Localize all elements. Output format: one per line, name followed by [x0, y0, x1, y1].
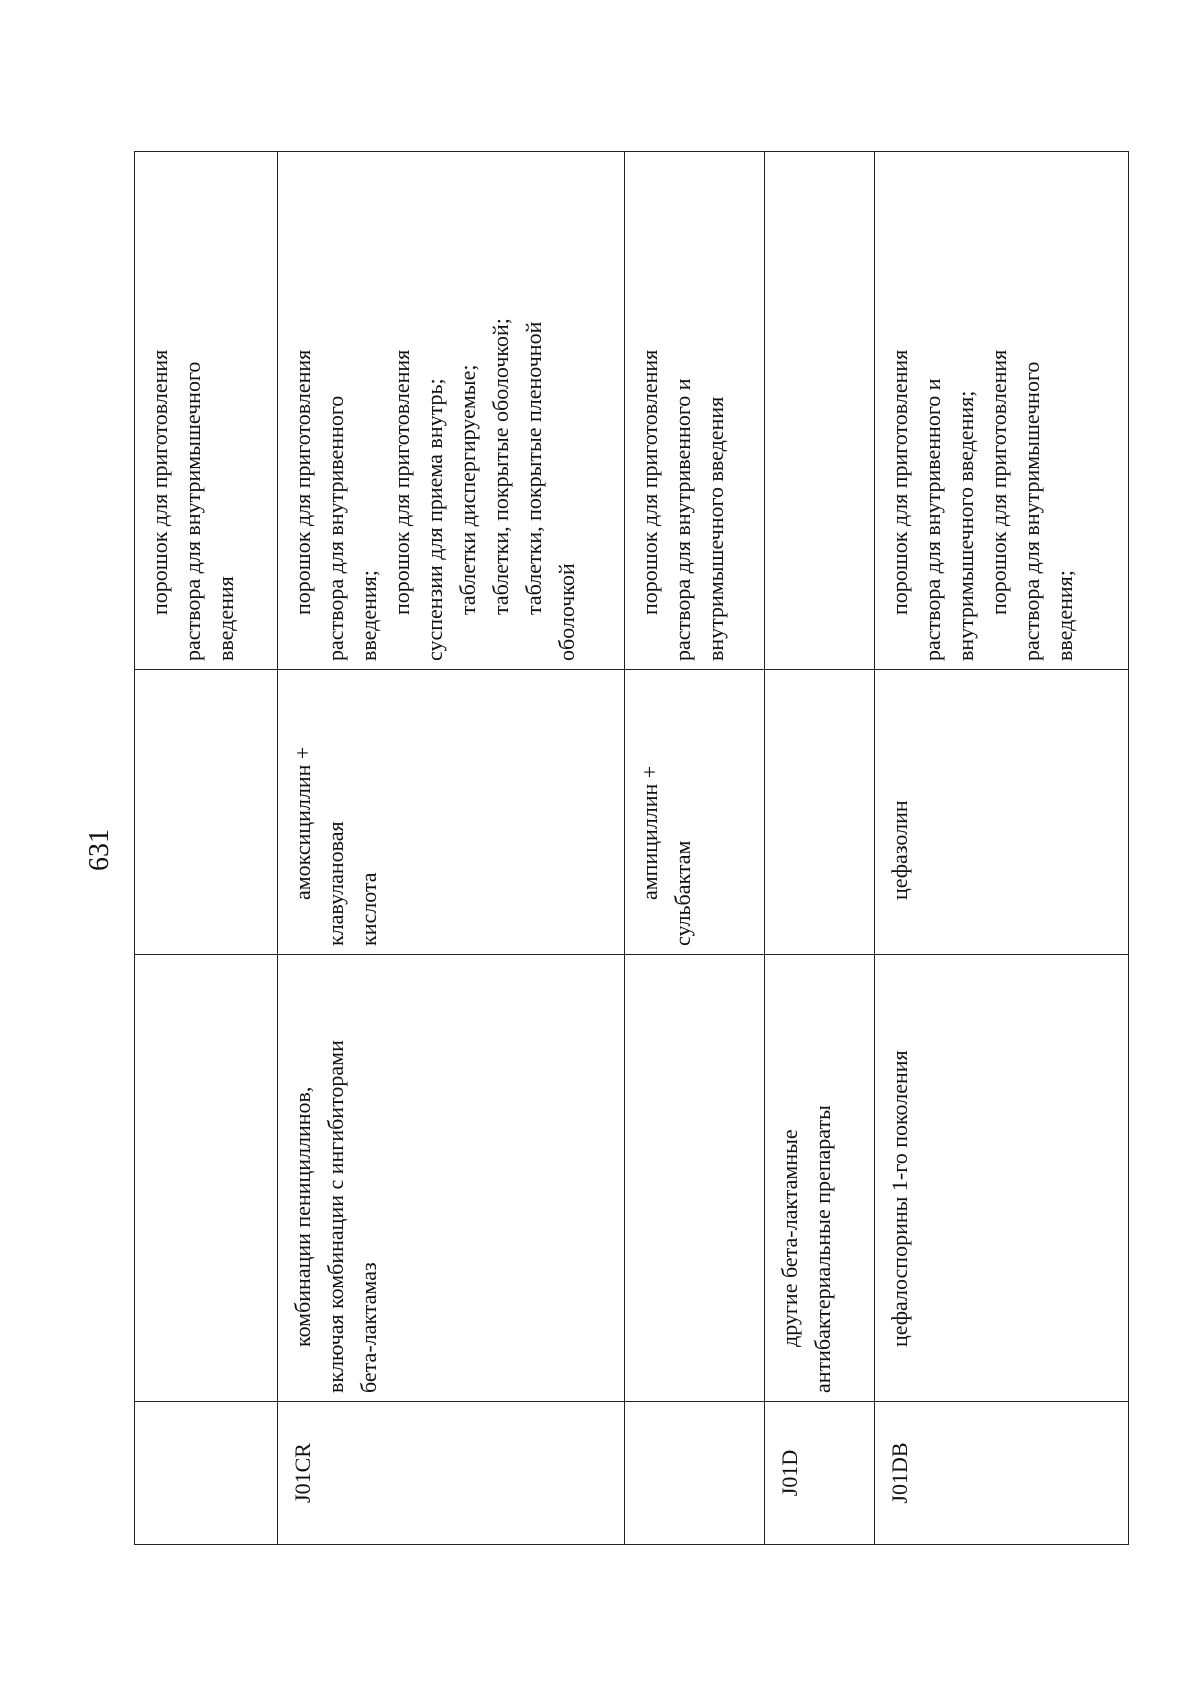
atc-code-cell: J01DB	[875, 1402, 1129, 1545]
group-cell	[875, 955, 1129, 1402]
group-cell	[278, 955, 625, 1402]
form-line: таблетки диспергируемые;	[455, 364, 480, 615]
atc-code-cell	[135, 1402, 278, 1545]
table-row	[625, 152, 765, 1545]
group-line: комбинации пенициллинов,	[290, 1086, 315, 1347]
form-line: таблетки, покрытые оболочкой;	[488, 318, 513, 615]
dosage-form-cell	[278, 152, 625, 670]
form-line: внутримышечного введения;	[953, 390, 978, 661]
group-line: другие бета-лактамные	[777, 1129, 802, 1347]
group-cell	[625, 955, 765, 1402]
drug-line: амоксициллин +	[290, 746, 315, 900]
form-line: раствора для внутримышечного	[1019, 361, 1044, 661]
drug-cell	[135, 670, 278, 955]
dosage-form-cell	[625, 152, 765, 670]
table-row	[135, 152, 278, 1545]
form-line: таблетки, покрытые пленочной	[521, 321, 546, 615]
form-line: раствора для внутримышечного	[180, 361, 205, 661]
drug-cell	[765, 670, 875, 955]
drug-cell	[875, 670, 1129, 955]
drug-line: сульбактам	[670, 840, 695, 946]
form-line: введения;	[356, 570, 381, 661]
table-row	[875, 152, 1129, 1545]
form-line: раствора для внутривенного и	[920, 378, 945, 661]
form-line: порошок для приготовления	[290, 349, 315, 615]
form-line: внутримышечного введения	[703, 396, 728, 661]
dosage-form-cell	[135, 152, 278, 670]
drug-cell	[278, 670, 625, 955]
form-line: порошок для приготовления	[147, 349, 172, 615]
form-line: порошок для приготовления	[637, 349, 662, 615]
form-line: порошок для приготовления	[389, 349, 414, 615]
form-line: введения	[213, 576, 238, 661]
atc-code-cell: J01CR	[278, 1402, 625, 1545]
form-line: введения;	[1052, 570, 1077, 661]
form-line: раствора для внутривенного и	[670, 378, 695, 661]
form-line: порошок для приготовления	[986, 349, 1011, 615]
form-line: оболочкой	[554, 563, 579, 661]
group-line: включая комбинации с ингибиторами	[323, 1040, 348, 1393]
drug-line: цефазолин	[887, 800, 912, 900]
group-cell	[135, 955, 278, 1402]
group-line: антибактериальные препараты	[810, 1105, 835, 1393]
atc-code-cell	[625, 1402, 765, 1545]
drug-cell	[625, 670, 765, 955]
atc-code-cell: J01D	[765, 1402, 875, 1545]
drug-classification-table	[134, 220, 1107, 1545]
group-line: бета-лактамаз	[356, 1262, 381, 1393]
drug-line: ампициллин +	[637, 765, 662, 900]
form-line: раствора для внутривенного	[323, 395, 348, 661]
table-row	[278, 152, 625, 1545]
group-cell	[765, 955, 875, 1402]
drug-line: клавулановая	[323, 821, 348, 946]
drug-line: кислота	[356, 872, 381, 946]
page-number: 631	[84, 829, 115, 871]
dosage-form-cell	[875, 152, 1129, 670]
group-line: цефалоспорины 1-го поколения	[887, 1050, 912, 1347]
reference-table	[134, 151, 1129, 1545]
form-line: порошок для приготовления	[887, 349, 912, 615]
form-line: суспензии для приема внутрь;	[422, 378, 447, 661]
table-row	[765, 152, 875, 1545]
dosage-form-cell	[765, 152, 875, 670]
